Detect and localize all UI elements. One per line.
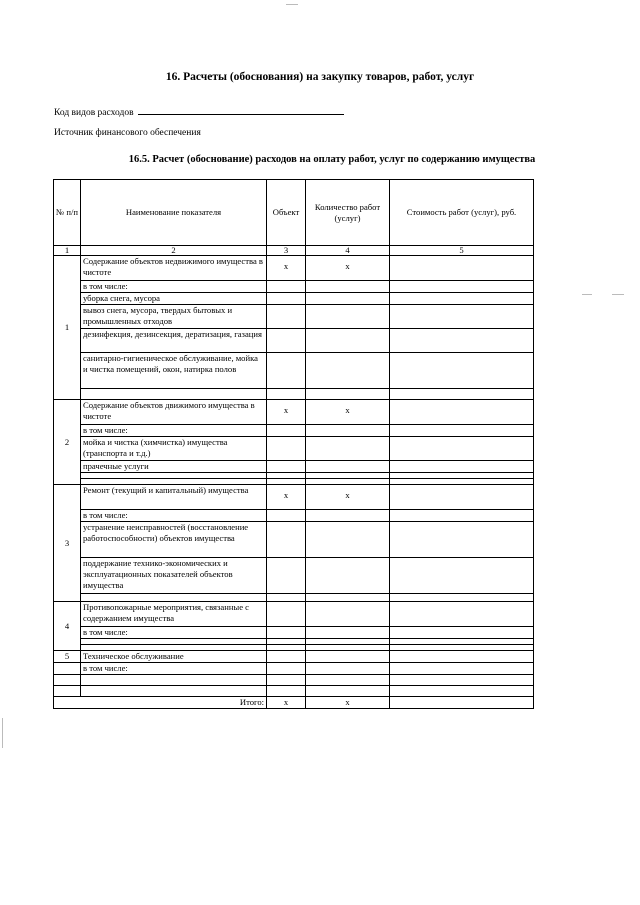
cell: [390, 353, 534, 389]
expense-code-label: Код видов расходов: [54, 108, 134, 118]
object-x: х: [267, 697, 306, 709]
cell: [267, 602, 306, 627]
cell: [54, 686, 81, 697]
col-number: 1: [54, 246, 81, 256]
cell: [306, 461, 390, 473]
cell: [267, 522, 306, 558]
cell: [306, 675, 390, 686]
row-name: устранение неисправностей (восстановление работоспособности) объектов имущества: [81, 522, 267, 558]
section-title: 16. Расчеты (обоснования) на закупку товаров, работ, услуг: [165, 71, 475, 83]
cell: [267, 437, 306, 461]
qty-x: х: [306, 697, 390, 709]
cell: [306, 558, 390, 594]
qty-x: х: [306, 400, 390, 425]
cell: [267, 510, 306, 522]
table-row: [54, 686, 534, 697]
table-row: [54, 437, 534, 461]
cell: [390, 522, 534, 558]
object-x: х: [267, 400, 306, 425]
cell: [54, 675, 81, 686]
scan-mark: [286, 4, 298, 5]
cell: [306, 627, 390, 639]
cell: [267, 293, 306, 305]
cell: [267, 627, 306, 639]
table-row: [54, 651, 534, 663]
cell: [390, 461, 534, 473]
col-number: 2: [81, 246, 267, 256]
table-row: [54, 522, 534, 558]
cell: [267, 686, 306, 697]
cell: [267, 461, 306, 473]
cell: [390, 305, 534, 329]
table-row: [54, 663, 534, 675]
row-name: [81, 686, 267, 697]
total-cost-cell: [390, 697, 534, 709]
cell: [306, 425, 390, 437]
cell: [306, 510, 390, 522]
row-name: дезинфекция, дезинсекция, дератизация, газация: [81, 329, 267, 353]
cell: [306, 281, 390, 293]
cell: [267, 353, 306, 389]
cell: [306, 329, 390, 353]
row-num: 4: [54, 602, 81, 651]
cell: [267, 389, 306, 400]
table-row: [54, 675, 534, 686]
cell: [390, 602, 534, 627]
cell: [390, 389, 534, 400]
cell: [267, 305, 306, 329]
scan-mark: [582, 294, 592, 295]
cell: [267, 651, 306, 663]
cost-cell: [390, 400, 534, 425]
row-name: мойка и чистка (химчистка) имущества (транспорта и т.д.): [81, 437, 267, 461]
cell: [390, 651, 534, 663]
scan-mark: [2, 718, 3, 748]
row-num: 3: [54, 485, 81, 602]
qty-x: х: [306, 256, 390, 281]
row-name: санитарно-гигиеническое обслуживание, мойка и чистка помещений, окон, натирка полов: [81, 353, 267, 389]
row-name: прачечные услуги: [81, 461, 267, 473]
row-name: Содержание объектов недвижимого имущества в чистоте: [81, 256, 267, 281]
header-cost: Стоимость работ (услуг), руб.: [390, 180, 534, 246]
cell: [306, 663, 390, 675]
table-row: [54, 510, 534, 522]
row-name: уборка снега, мусора: [81, 293, 267, 305]
row-name: поддержание технико-экономических и эксплуатационных показателей объектов имущества: [81, 558, 267, 594]
cell: [390, 675, 534, 686]
row-name: Ремонт (текущий и капитальный) имущества: [81, 485, 267, 510]
table-row: [54, 461, 534, 473]
row-name: в том числе:: [81, 281, 267, 293]
object-x: х: [267, 485, 306, 510]
col-number-row: [54, 246, 534, 256]
row-name: Противопожарные мероприятия, связанные с содержанием имущества: [81, 602, 267, 627]
cell: [390, 281, 534, 293]
row-name: в том числе:: [81, 627, 267, 639]
qty-x: х: [306, 485, 390, 510]
cell: [306, 594, 390, 602]
cell: [390, 293, 534, 305]
cell: [267, 425, 306, 437]
total-label: Итого:: [54, 697, 267, 709]
table-row: [54, 594, 534, 602]
header-name: Наименование показателя: [81, 180, 267, 246]
cell: [390, 437, 534, 461]
cell: [267, 558, 306, 594]
cell: [306, 305, 390, 329]
cell: [267, 594, 306, 602]
table-row: [54, 558, 534, 594]
table-row: [54, 425, 534, 437]
cost-cell: [390, 256, 534, 281]
cell: [390, 663, 534, 675]
cell: [306, 522, 390, 558]
table-row: [54, 389, 534, 400]
cell: [267, 281, 306, 293]
expense-code-underline: [138, 105, 344, 115]
table-row: [54, 293, 534, 305]
header-object: Объект: [267, 180, 306, 246]
row-num: 5: [54, 651, 81, 663]
row-name: в том числе:: [81, 425, 267, 437]
cell: [390, 686, 534, 697]
cell: [306, 602, 390, 627]
header-row: [54, 180, 534, 246]
row-name: Содержание объектов движимого имущества в чистоте: [81, 400, 267, 425]
header-qty: Количество работ (услуг): [306, 180, 390, 246]
cell: [306, 686, 390, 697]
cell: [306, 353, 390, 389]
table-row: [54, 329, 534, 353]
cell: [267, 329, 306, 353]
table-row: [54, 305, 534, 329]
cell: [390, 558, 534, 594]
table-row: [54, 400, 534, 425]
cell: [390, 510, 534, 522]
table-row: [54, 485, 534, 510]
cell: [54, 663, 81, 675]
subsection-title: 16.5. Расчет (обоснование) расходов на оплату работ, услуг по содержанию имущества: [128, 154, 536, 165]
object-x: х: [267, 256, 306, 281]
funding-source-label: Источник финансового обеспечения: [54, 128, 201, 138]
row-name: Техническое обслуживание: [81, 651, 267, 663]
cell: [306, 437, 390, 461]
expense-table: [53, 179, 534, 709]
cell: [306, 293, 390, 305]
header-num: № п/п: [54, 180, 81, 246]
table-row: [54, 627, 534, 639]
cell: [267, 675, 306, 686]
table-row: [54, 602, 534, 627]
col-number: 3: [267, 246, 306, 256]
row-name: вывоз снега, мусора, твердых бытовых и промышленных отходов: [81, 305, 267, 329]
row-name: [81, 675, 267, 686]
total-row: [54, 697, 534, 709]
table-row: [54, 256, 534, 281]
col-number: 4: [306, 246, 390, 256]
cell: [267, 663, 306, 675]
row-name: [81, 389, 267, 400]
cell: [390, 425, 534, 437]
cell: [390, 627, 534, 639]
row-name: [81, 594, 267, 602]
row-name: в том числе:: [81, 510, 267, 522]
col-number: 5: [390, 246, 534, 256]
cost-cell: [390, 485, 534, 510]
row-name: в том числе:: [81, 663, 267, 675]
cell: [390, 329, 534, 353]
table-row: [54, 353, 534, 389]
table-row: [54, 281, 534, 293]
cell: [306, 651, 390, 663]
expense-code-line: [54, 105, 344, 118]
cell: [306, 389, 390, 400]
cell: [390, 594, 534, 602]
row-num: 1: [54, 256, 81, 400]
row-num: 2: [54, 400, 81, 485]
scan-mark: [612, 294, 624, 295]
